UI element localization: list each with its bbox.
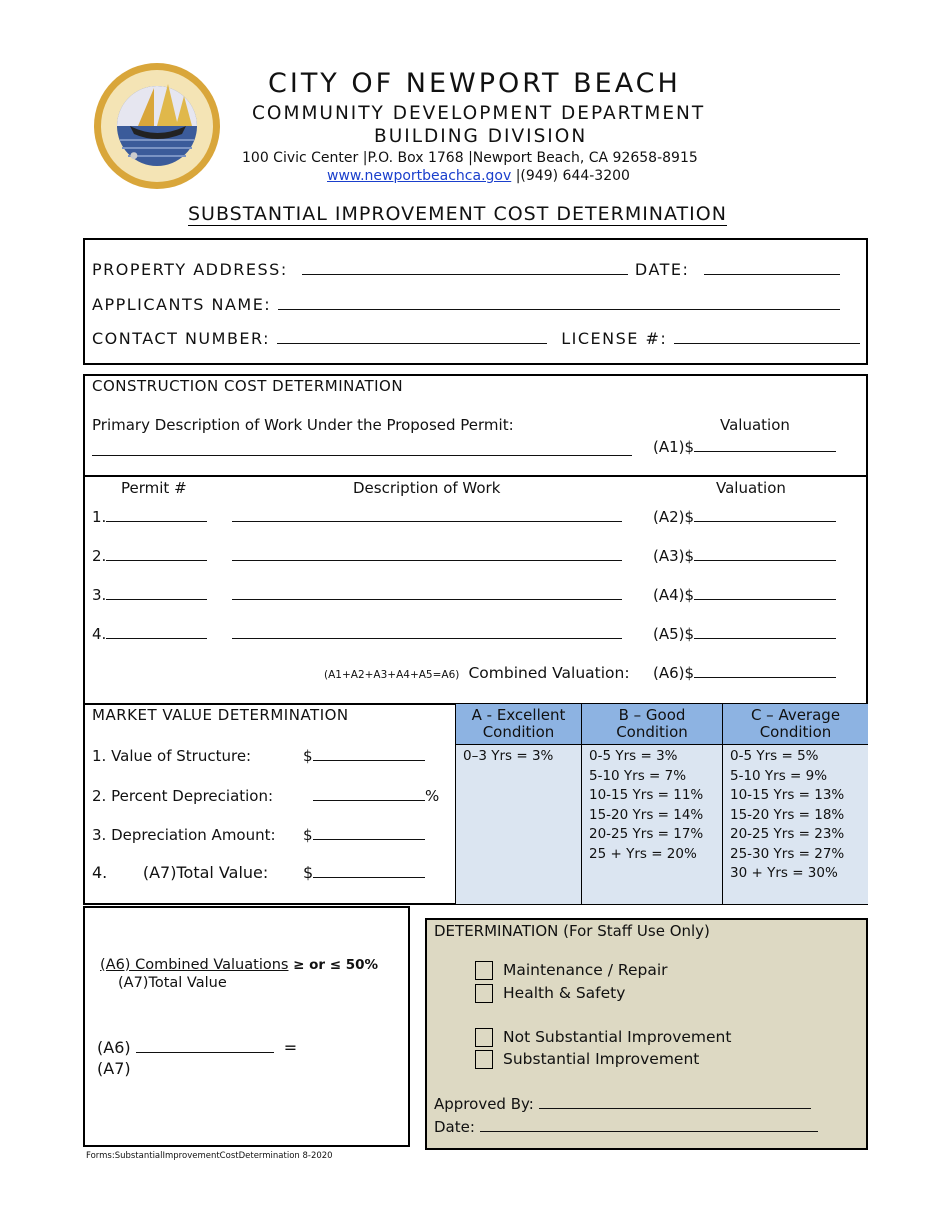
work-description-field[interactable] [232, 507, 622, 522]
work-description-field[interactable] [232, 624, 622, 639]
valuation-field[interactable] [694, 624, 836, 639]
table-cell: 20-25 Yrs = 23% [730, 826, 845, 842]
option-maintenance-repair [475, 961, 668, 980]
permit-row-3 [92, 585, 622, 604]
date-field[interactable] [704, 260, 840, 275]
option-substantial [475, 1050, 699, 1069]
valuation-code: (A5)$ [653, 625, 695, 643]
a1-valuation-field[interactable] [694, 437, 836, 452]
construction-section-title: CONSTRUCTION COST DETERMINATION [92, 377, 404, 395]
determination-date-row [434, 1117, 818, 1136]
ratio-comparator: ≥ or ≤ 50% [293, 957, 379, 973]
table-cell: 10-15 Yrs = 13% [730, 787, 845, 803]
license-label: LICENSE #: [561, 329, 668, 348]
option-label: Not Substantial Improvement [503, 1028, 732, 1046]
permit-number-field[interactable] [106, 624, 207, 639]
option-label: Substantial Improvement [503, 1050, 700, 1068]
department-name: COMMUNITY DEVELOPMENT DEPARTMENT [252, 103, 706, 124]
option-label: Health & Safety [503, 984, 626, 1002]
market-item-label: 4. (A7)Total Value: [92, 863, 269, 882]
valuation-row-4 [653, 624, 836, 643]
table-col-a [456, 704, 582, 904]
applicants-name-field[interactable] [278, 295, 840, 310]
svg-text:●: ● [130, 151, 138, 161]
valuation-label-top: Valuation [720, 416, 790, 434]
not-substantial-checkbox[interactable] [475, 1028, 493, 1047]
market-item-label: 2. Percent Depreciation: [92, 787, 274, 805]
table-cell: 30 + Yrs = 30% [730, 865, 838, 881]
valuation-code: (A2)$ [653, 508, 695, 526]
table-cell: 0-5 Yrs = 3% [589, 748, 678, 764]
table-col-c [723, 704, 868, 904]
valuation-row-2 [653, 546, 836, 565]
primary-description-label: Primary Description of Work Under the Proposed Permit: [92, 416, 514, 434]
valuation-field[interactable] [694, 585, 836, 600]
table-header-b: B – Good Condition [582, 704, 722, 745]
a1-label: (A1)$ [653, 438, 695, 456]
table-cell: 0–3 Yrs = 3% [463, 748, 554, 764]
valuation-row-1 [653, 507, 836, 526]
table-cell: 5-10 Yrs = 7% [589, 767, 687, 784]
option-health-safety [475, 984, 625, 1003]
market-section-title: MARKET VALUE DETERMINATION [92, 706, 349, 724]
substantial-checkbox[interactable] [475, 1050, 493, 1069]
determination-title: DETERMINATION (For Staff Use Only) [434, 922, 710, 940]
table-header-c: C – Average Condition [723, 704, 868, 745]
table-cell: 10-15 Yrs = 11% [589, 787, 704, 803]
division-name: BUILDING DIVISION [374, 126, 588, 147]
depreciation-amount-field[interactable] [313, 825, 425, 840]
option-label: Maintenance / Repair [503, 961, 668, 979]
permit-row-number: 2. [92, 547, 107, 565]
market-item-4 [92, 863, 425, 882]
valuation-code: (A3)$ [653, 547, 695, 565]
property-address-field[interactable] [302, 260, 628, 275]
a6-label: (A6)$ [653, 664, 695, 682]
col-permit-header: Permit # [121, 479, 187, 497]
table-body-a [456, 745, 581, 904]
total-value-field[interactable] [313, 863, 425, 878]
permit-number-field[interactable] [106, 585, 207, 600]
a1-row [653, 437, 836, 456]
permit-row-number: 3. [92, 586, 107, 604]
contact-line [327, 168, 630, 184]
permit-row-1 [92, 507, 622, 526]
fraction-bottom-label: (A7) [97, 1059, 131, 1078]
permit-number-field[interactable] [106, 507, 207, 522]
market-item-3 [92, 825, 425, 844]
form-title: SUBSTANTIAL IMPROVEMENT COST DETERMINATION [188, 203, 727, 225]
determination-date-label: Date: [434, 1118, 475, 1136]
contact-number-label: CONTACT NUMBER: [92, 329, 271, 348]
fraction-top-label: (A6) [97, 1038, 131, 1057]
applicants-name-row [92, 295, 840, 314]
permit-row-4 [92, 624, 622, 643]
license-field[interactable] [674, 329, 860, 344]
table-col-b [582, 704, 723, 904]
col-description-header: Description of Work [353, 479, 501, 497]
market-item-label: 3. Depreciation Amount: [92, 826, 276, 844]
maintenance-repair-checkbox[interactable] [475, 961, 493, 980]
property-address-label: PROPERTY ADDRESS: [92, 260, 288, 279]
approved-by-label: Approved By: [434, 1095, 534, 1113]
phone-number: |(949) 644-3200 [515, 168, 630, 184]
fraction-row [97, 1038, 297, 1057]
market-item-label: 1. Value of Structure: [92, 747, 252, 765]
combined-formula: (A1+A2+A3+A4+A5=A6) [324, 669, 460, 681]
valuation-field[interactable] [694, 507, 836, 522]
permit-row-2 [92, 546, 622, 565]
col-valuation-header: Valuation [716, 479, 786, 497]
table-cell: 5-10 Yrs = 9% [730, 767, 828, 784]
health-safety-checkbox[interactable] [475, 984, 493, 1003]
construction-divider [83, 475, 868, 477]
depreciation-table [455, 704, 868, 904]
table-cell: 20-25 Yrs = 17% [589, 826, 704, 842]
table-body-c [723, 745, 868, 904]
applicants-name-label: APPLICANTS NAME: [92, 295, 272, 314]
office-address: 100 Civic Center |P.O. Box 1768 |Newport Beach, CA 92658-8915 [242, 150, 698, 166]
option-not-substantial [475, 1028, 731, 1047]
website-link[interactable]: www.newportbeachca.gov [327, 168, 512, 184]
percent-symbol: % [425, 787, 440, 805]
table-body-b [582, 745, 722, 904]
table-cell: 15-20 Yrs = 14% [589, 806, 704, 823]
approved-by-field[interactable] [539, 1094, 811, 1109]
ratio-denominator: (A7)Total Value [118, 975, 227, 991]
value-of-structure-field[interactable] [313, 746, 425, 761]
table-cell: 25 + Yrs = 20% [589, 845, 697, 862]
table-header-a: A - Excellent Condition [456, 704, 581, 745]
contact-number-field[interactable] [277, 329, 547, 344]
city-name: CITY OF NEWPORT BEACH [268, 68, 681, 99]
market-item-2 [92, 786, 439, 805]
table-cell: 0-5 Yrs = 5% [730, 748, 819, 764]
primary-description-field[interactable] [92, 441, 632, 456]
determination-date-field[interactable] [480, 1117, 818, 1132]
table-cell: 25-30 Yrs = 27% [730, 845, 845, 862]
combined-valuation-label: Combined Valuation: [468, 664, 630, 682]
currency-symbol: $ [303, 863, 314, 882]
permit-row-number: 4. [92, 625, 107, 643]
calculation-box [83, 906, 410, 1147]
percent-depreciation-field[interactable] [313, 786, 425, 801]
a6-row [653, 663, 836, 682]
ratio-numerator-row [100, 957, 378, 973]
permit-row-number: 1. [92, 508, 107, 526]
currency-symbol: $ [303, 747, 313, 765]
combined-valuation-row [324, 663, 630, 682]
approved-by-row [434, 1094, 811, 1113]
property-address-row [92, 260, 840, 279]
valuation-row-3 [653, 585, 836, 604]
form-footer: Forms:SubstantialImprovementCostDetermination 8-2020 [86, 1151, 333, 1161]
work-description-field[interactable] [232, 546, 622, 561]
ratio-numerator: (A6) Combined Valuations [100, 957, 289, 973]
ratio-result-field[interactable] [136, 1038, 274, 1053]
city-seal-logo [88, 60, 226, 192]
date-label: DATE: [634, 260, 690, 279]
work-description-field[interactable] [232, 585, 622, 600]
contact-number-row [92, 329, 860, 348]
table-cell: 15-20 Yrs = 18% [730, 806, 845, 823]
equals-sign: = [283, 1038, 298, 1057]
valuation-field[interactable] [694, 546, 836, 561]
currency-symbol: $ [303, 826, 313, 844]
a6-valuation-field[interactable] [694, 663, 836, 678]
valuation-code: (A4)$ [653, 586, 695, 604]
permit-number-field[interactable] [106, 546, 207, 561]
market-item-1 [92, 746, 425, 765]
